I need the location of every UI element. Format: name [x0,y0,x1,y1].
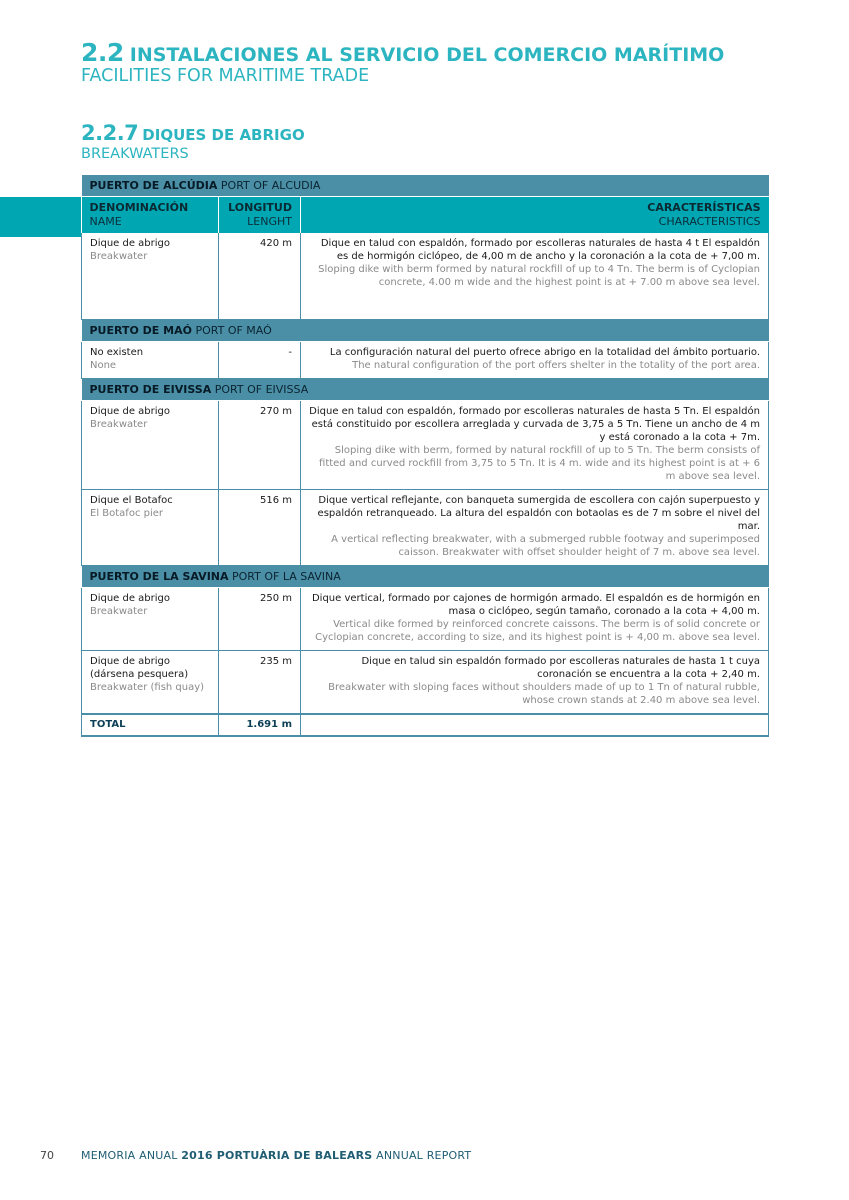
cell-length: - [219,341,301,378]
footer-text-bold: 2016 PORTUÀRIA DE BALEARS [181,1149,373,1162]
table-column-headers [82,197,769,234]
cell-name: Dique de abrigo Breakwater [82,400,219,489]
table-row [82,650,769,714]
cell-characteristics: Dique en talud con espaldón, formado por escolleras naturales de hasta 5 Tn. El espaldón está constituido por escollera arreglada y curvada de 3,75 a 5 Tn. Tiene un ancho de 4 m y está coronado a la cota + 7m. Sloping dike with berm, formed by natural rockfill of up to 5 Tn. The berm consists of fitted and curved rockfill from 3,75 to 5 Tn. It is 4 m. wide and its highest point is at + 6 m above sea level. [301,400,769,489]
table-row [82,400,769,489]
table-row [82,489,769,565]
table-row [82,587,769,650]
footer-text-start: MEMORIA ANUAL [81,1149,182,1162]
port-name: PUERTO DE LA SAVINA [89,569,229,583]
total-empty-cell [301,714,769,736]
section-heading [81,38,724,67]
total-row [82,714,769,736]
port-name-en: PORT OF LA SAVINA [232,569,341,583]
column-header-length: LONGITUD LENGHT [219,197,301,234]
cell-name: Dique de abrigo Breakwater [82,587,219,650]
cell-characteristics: La configuración natural del puerto ofrece abrigo en la totalidad del ámbito portuario. The natural configuration of the port offers shelter in the totality of the port area. [301,341,769,378]
cell-length: 250 m [219,587,301,650]
total-label: TOTAL [82,714,219,736]
port-header-mao [82,319,769,341]
port-header-la-savina [82,565,769,587]
cell-characteristics: Dique vertical reflejante, con banqueta sumergida de escollera con cajón superpuesto y espaldón retranqueado. La altura del espaldón con botaolas es de 7 m sobre el nivel del mar. A vertical reflecting breakwater, with a submerged rubble footway and superimposed caisson. Breakwater with offset shoulder height of 7 m. above sea level. [301,489,769,565]
port-name: PUERTO DE MAÓ [89,323,192,337]
table-row [82,341,769,378]
cell-length: 270 m [219,400,301,489]
section-title-en: FACILITIES FOR MARITIME TRADE [81,66,370,86]
footer-text-end: ANNUAL REPORT [372,1149,472,1162]
column-header-name: DENOMINACIÓN NAME [82,197,219,234]
cell-name: Dique de abrigo (dársena pesquera) Breakwater (fish quay) [82,650,219,714]
cell-characteristics: Dique en talud sin espaldón formado por escolleras naturales de hasta 1 t cuya coronación se encuentra a la cota + 2,40 m. Breakwater with sloping faces without shoulders made of up to 1 Tn of natural rubble, whose crown stands at 2.40 m above sea level. [301,650,769,714]
section-title: INSTALACIONES AL SERVICIO DEL COMERCIO MARÍTIMO [129,44,725,66]
cell-characteristics: Dique en talud con espaldón, formado por escolleras naturales de hasta 4 t El espaldón es de hormigón ciclópeo, de 4,00 m de ancho y la coronación a la cota de + 7,00 m. Sloping dike with berm formed by natural rockfill of up to 4 Tn. The berm is of Cyclopian concrete, 4.00 m wide and the highest point is at + 7.00 m above sea level. [301,233,769,319]
cell-name: Dique el Botafoc El Botafoc pier [82,489,219,565]
subsection-title-en: BREAKWATERS [81,146,189,162]
cell-name: Dique de abrigo Breakwater [82,233,219,319]
page-number: 70 [40,1149,54,1162]
subsection-number: 2.2.7 [81,121,139,145]
section-number: 2.2 [81,38,124,67]
cell-characteristics: Dique vertical, formado por cajones de hormigón armado. El espaldón es de hormigón en masa o ciclópeo, según tamaño, coronado a la cota + 4,00 m. Vertical dike formed by reinforced concrete caissons. The berm is of solid concrete or Cyclopian concrete, according to size, and its highest point is + 4,00 m. above sea level. [301,587,769,650]
total-length: 1.691 m [219,714,301,736]
cell-length: 516 m [219,489,301,565]
cell-name: No existen None [82,341,219,378]
port-name: PUERTO DE ALCÚDIA [89,179,218,192]
port-name-en: PORT OF ALCUDIA [220,179,321,192]
port-name: PUERTO DE EIVISSA [89,382,212,396]
breakwaters-table [81,175,769,737]
cell-length: 420 m [219,233,301,319]
column-header-characteristics: CARACTERÍSTICAS CHARACTERISTICS [301,197,769,234]
port-name-en: PORT OF EIVISSA [214,382,309,396]
decorative-band [0,197,81,237]
cell-length: 235 m [219,650,301,714]
subsection-heading [81,121,305,145]
port-header-alcudia [82,175,769,197]
footer-text [81,1149,471,1162]
port-header-eivissa [82,378,769,400]
subsection-title: DIQUES DE ABRIGO [142,126,305,144]
port-name-en: PORT OF MAÓ [195,323,272,337]
table-row [82,233,769,319]
